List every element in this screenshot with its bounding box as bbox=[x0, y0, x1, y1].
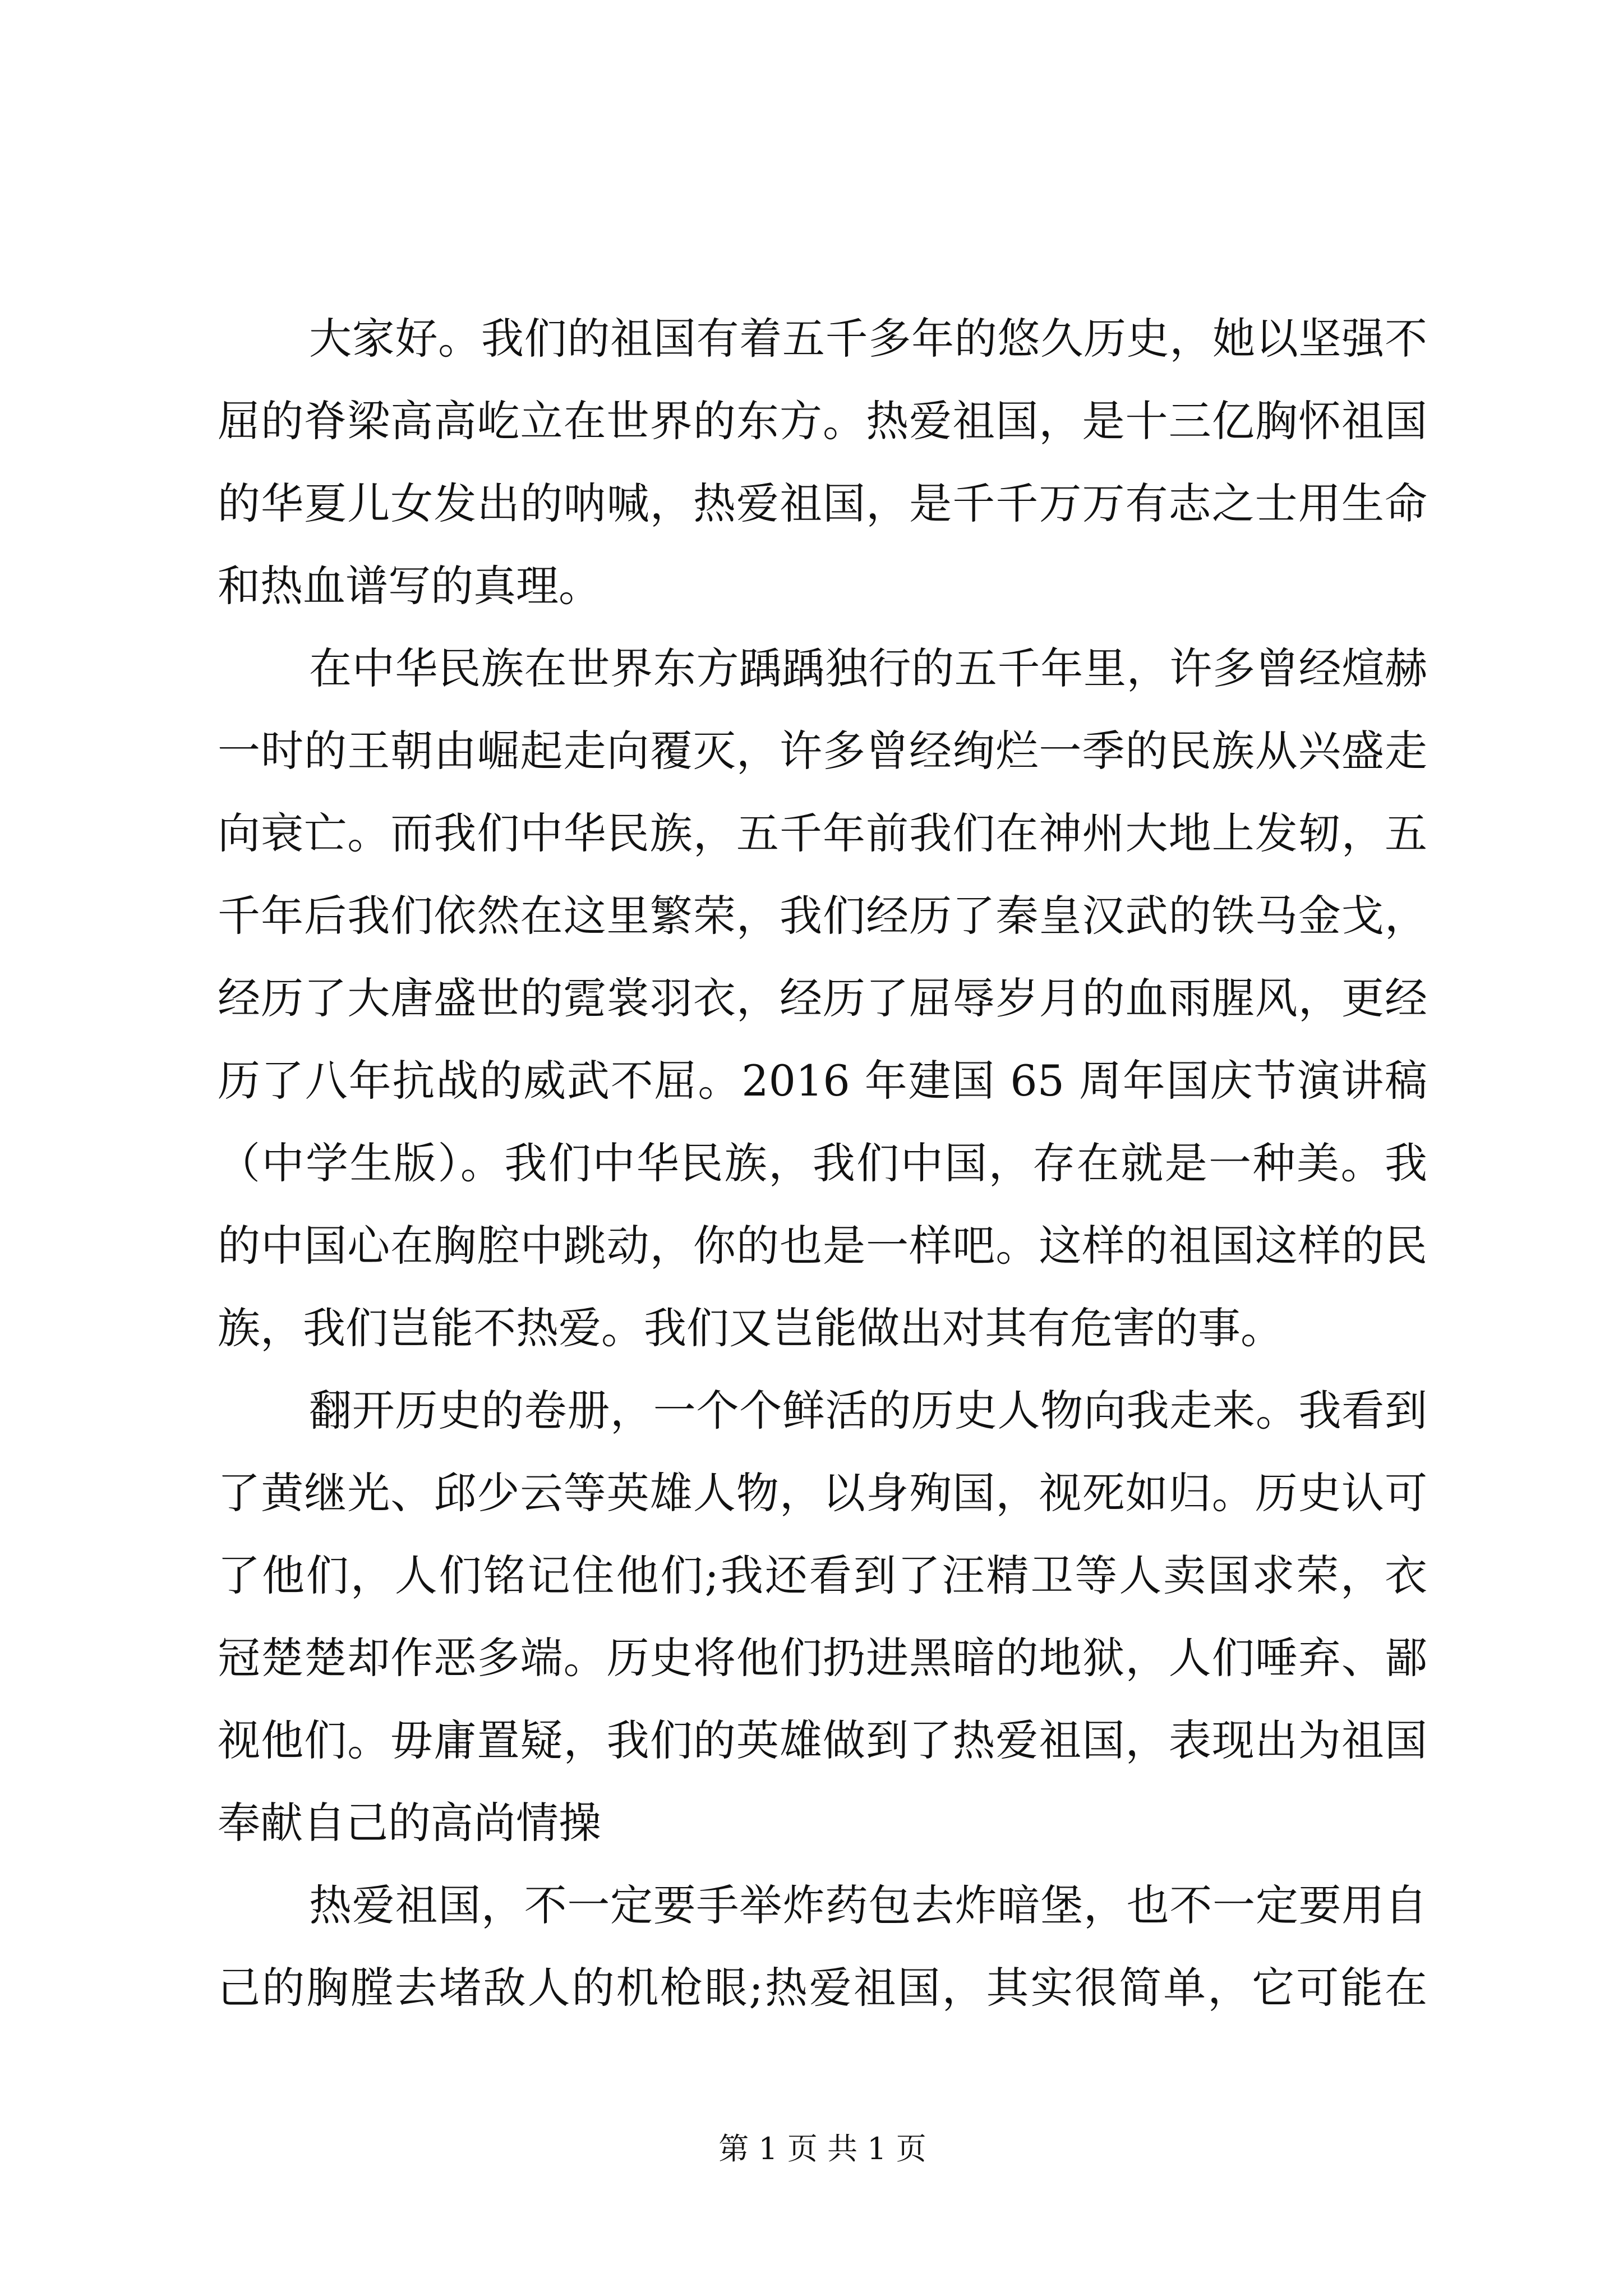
text-line: 的中国心在胸腔中跳动，你的也是一样吧。这样的祖国这样的民 bbox=[218, 1221, 1427, 1271]
text-line: 己的胸膛去堵敌人的机枪眼;热爱祖国，其实很简单，它可能在 bbox=[218, 1963, 1427, 2013]
text-line: 一时的王朝由崛起走向覆灭，许多曾经绚烂一季的民族从兴盛走 bbox=[218, 726, 1427, 776]
text-line: 了他们，人们铭记住他们;我还看到了汪精卫等人卖国求荣，衣 bbox=[218, 1550, 1427, 1600]
paragraph bbox=[218, 1864, 1427, 2029]
text-line: 在中华民族在世界东方踽踽独行的五千年里，许多曾经煊赫 bbox=[309, 643, 1427, 693]
text-line: 冠楚楚却作恶多端。历史将他们扔进黑暗的地狱，人们唾弃、鄙 bbox=[218, 1633, 1427, 1683]
text-line: （中学生版）。我们中华民族，我们中国，存在就是一种美。我 bbox=[218, 1138, 1427, 1188]
text-line: 经历了大唐盛世的霓裳羽衣，经历了屈辱岁月的血雨腥风，更经 bbox=[218, 973, 1427, 1023]
text-line: 了黄继光、邱少云等英雄人物，以身殉国，视死如归。历史认可 bbox=[218, 1468, 1427, 1518]
text-line: 热爱祖国，不一定要手举炸药包去炸暗堡，也不一定要用自 bbox=[309, 1880, 1427, 1930]
text-line: 千年后我们依然在这里繁荣，我们经历了秦皇汉武的铁马金戈， bbox=[218, 891, 1427, 941]
text-line: 大家好。我们的祖国有着五千多年的悠久历史，她以坚强不 bbox=[309, 314, 1427, 364]
text-line: 历了八年抗战的威武不屈。2016 年建国 65 周年国庆节演讲稿 bbox=[218, 1056, 1427, 1106]
text-line: 屈的脊梁高高屹立在世界的东方。热爱祖国，是十三亿胸怀祖国 bbox=[218, 396, 1427, 446]
text-line: 翻开历史的卷册，一个个鲜活的历史人物向我走来。我看到 bbox=[309, 1386, 1427, 1435]
document-body bbox=[218, 297, 1427, 2029]
page-number-label: 第 1 页 共 1 页 bbox=[718, 2131, 926, 2166]
paragraph bbox=[218, 1369, 1427, 1864]
text-line: 视他们。毋庸置疑，我们的英雄做到了热爱祖国，表现出为祖国 bbox=[218, 1715, 1427, 1765]
paragraph bbox=[218, 627, 1427, 1369]
page-footer bbox=[218, 2127, 1427, 2171]
text-line: 族，我们岂能不热爱。我们又岂能做出对其有危害的事。 bbox=[218, 1303, 1283, 1353]
text-line: 的华夏儿女发出的呐喊，热爱祖国，是千千万万有志之士用生命 bbox=[218, 478, 1427, 528]
paragraph bbox=[218, 297, 1427, 627]
text-line: 和热血谱写的真理。 bbox=[218, 561, 601, 611]
text-line: 奉献自己的高尚情操 bbox=[218, 1798, 601, 1848]
text-line: 向衰亡。而我们中华民族，五千年前我们在神州大地上发轫，五 bbox=[218, 808, 1427, 858]
